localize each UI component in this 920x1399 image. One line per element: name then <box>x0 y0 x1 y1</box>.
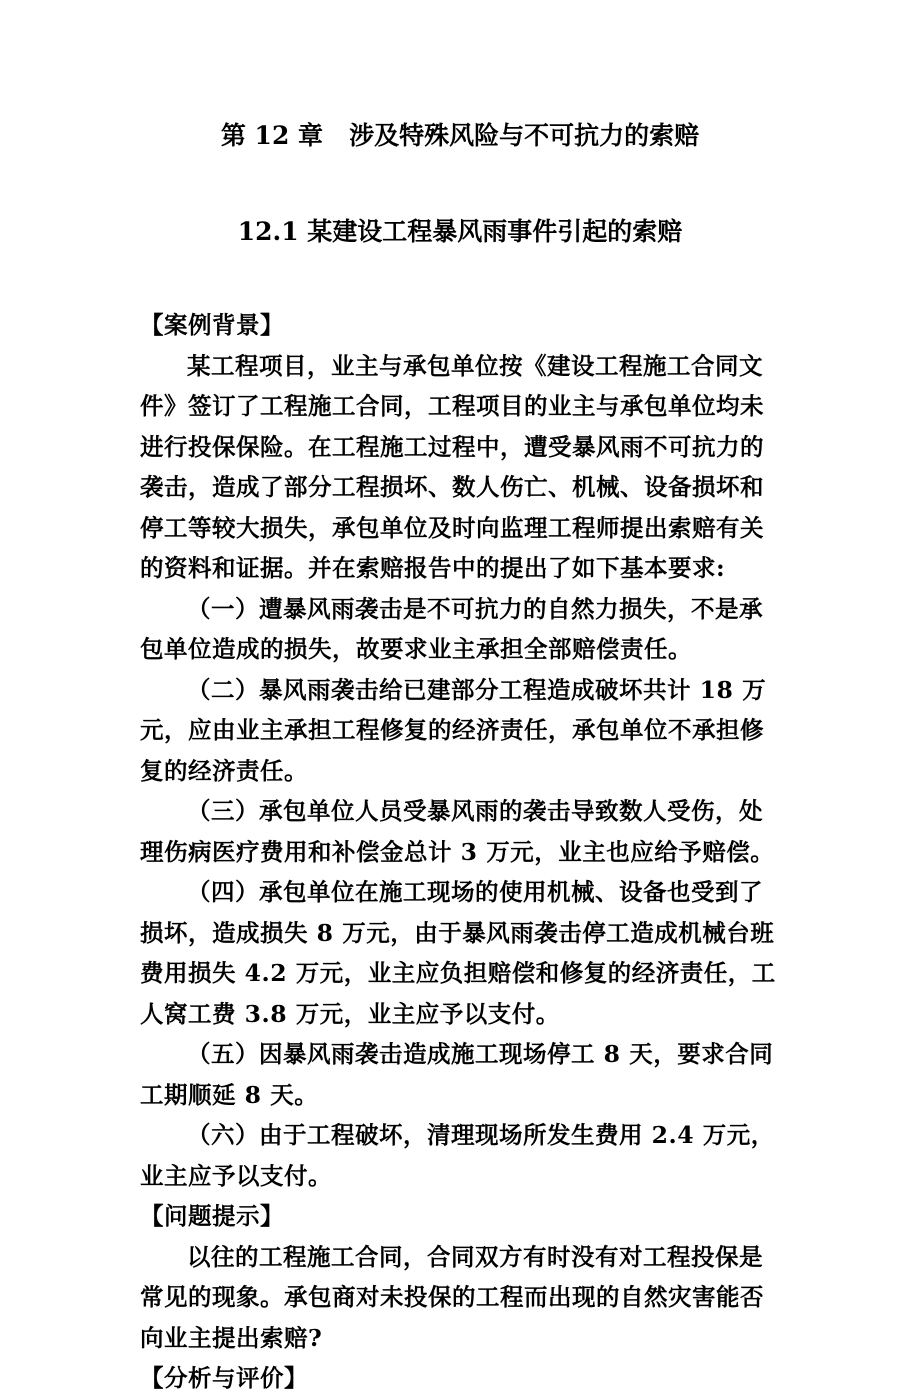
claim-item-3: （三）承包单位人员受暴风雨的袭击导致数人受伤，处理伤病医疗费用和补偿金总计 3 万元，业主也应给予赔偿。 <box>140 797 775 866</box>
claim-item-2: （二）暴风雨袭击给已建部分工程造成破坏共计 18 万元，应由业主承担工程修复的经济责任，承包单位不承担修复的经济责任。 <box>140 675 767 785</box>
claim-item-5: （五）因暴风雨袭击造成施工现场停工 8 天，要求合同工期顺延 8 天。 <box>140 1040 774 1109</box>
question-hint-heading: 【问题提示】 <box>140 1202 284 1230</box>
question-hint-text: 以往的工程施工合同，合同双方有时没有对工程投保是常见的现象。承包商对未投保的工程而出现的自然灾害能否向业主提出索赔? <box>140 1242 764 1352</box>
case-background-heading: 【案例背景】 <box>140 311 284 339</box>
chapter-title: 第 12 章 涉及特殊风险与不可抗力的索赔 <box>220 121 700 150</box>
claim-item-1: （一）遭暴风雨袭击是不可抗力的自然力损失，不是承包单位造成的损失，故要求业主承担全部赔偿责任。 <box>140 594 763 663</box>
document-body <box>140 305 782 1399</box>
section-title: 12.1 某建设工程暴风雨事件引起的索赔 <box>237 217 683 246</box>
case-background-intro: 某工程项目，业主与承包单位按《建设工程施工合同文件》签订了工程施工合同，工程项目的业主与承包单位均未进行投保保险。在工程施工过程中，遭受暴风雨不可抗力的袭击，造成了部分工程损坏、数人伤亡、机械、设备损坏和停工等较大损失，承包单位及时向监理工程师提出索赔有关的资料和证据。并在索赔报告中的提出了如下基本要求: <box>140 351 764 582</box>
claim-item-6: （六）由于工程破坏，清理现场所发生费用 2.4 万元，业主应予以支付。 <box>140 1121 775 1190</box>
analysis-heading: 【分析与评价】 <box>140 1364 308 1392</box>
claim-item-4: （四）承包单位在施工现场的使用机械、设备也受到了损坏，造成损失 8 万元，由于暴风雨袭击停工造成机械台班费用损失 4.2 万元，业主应负担赔偿和修复的经济责任，工人窝工费 3.8 万元，业主应予以支付。 <box>140 878 776 1028</box>
